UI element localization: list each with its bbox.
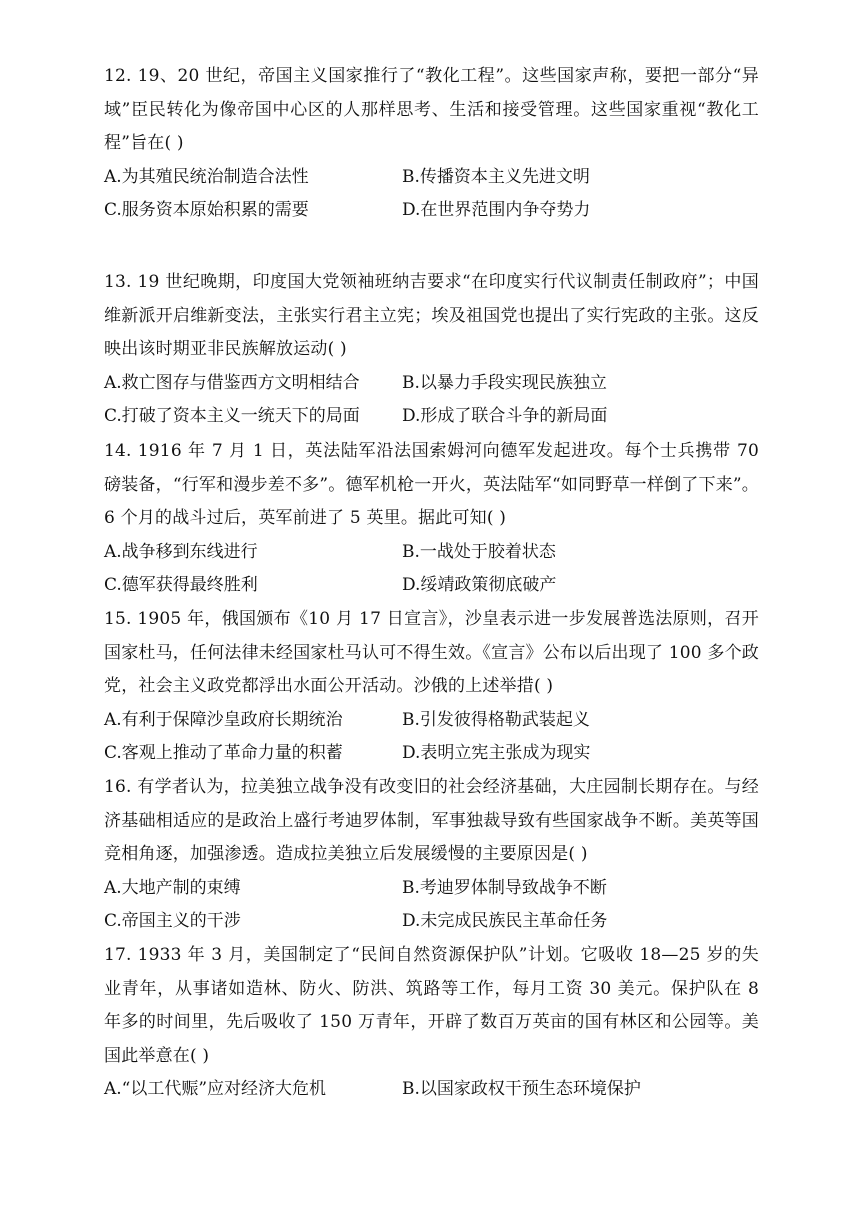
- question-stem: 14. 1916 年 7 月 1 日，英法陆军沿法国索姆河向德军发起进攻。每个士兵携带 70 磅装备，“行军和漫步差不多”。德军机枪一开火，英法陆军“如同野草一样倒了下来”。6 个月的战斗过后，英军前进了 5 英里。据此可知( ): [104, 441, 759, 529]
- question-stem: 16. 有学者认为，拉美独立战争没有改变旧的社会经济基础，大庄园制长期存在。与经济基础相适应的是政治上盛行考迪罗体制，军事独裁导致有些国家战争不断。美英等国竞相角逐，加强渗透。造成拉美独立后发展缓慢的主要原因是( ): [104, 777, 759, 865]
- options-group: [104, 704, 759, 771]
- option-a[interactable]: A.“以工代赈”应对经济大危机: [104, 1079, 327, 1100]
- question-stem: 13. 19 世纪晚期，印度国大党领袖班纳吉要求“在印度实行代议制责任制政府”；中国维新派开启维新变法，主张实行君主立宪；埃及祖国党也提出了实行宪政的主张。这反映出该时期亚非民族解放运动( ): [104, 272, 759, 360]
- option-b[interactable]: B.引发彼得格勒武装起义: [402, 709, 590, 730]
- option-b[interactable]: B.以国家政权干预生态环境保护: [402, 1079, 641, 1100]
- question-stem: 15. 1905 年，俄国颁布《10 月 17 日宣言》，沙皇表示进一步发展普选法原则，召开国家杜马，任何法律未经国家杜马认可不得生效。《宣言》公布以后出现了 100 多个政党，社会主义政党都浮出水面公开活动。沙俄的上述举措( ): [104, 609, 759, 697]
- option-d[interactable]: D.在世界范围内争夺势力: [402, 200, 591, 221]
- option-b[interactable]: B.传播资本主义先进文明: [402, 166, 590, 187]
- options-group: [104, 1073, 759, 1107]
- options-group: [104, 536, 759, 603]
- options-group: [104, 367, 759, 434]
- option-d[interactable]: D.表明立宪主张成为现实: [402, 743, 591, 764]
- option-d[interactable]: D.未完成民族民主革命任务: [402, 911, 608, 932]
- question-16: [104, 771, 759, 939]
- question-17: [104, 939, 759, 1107]
- option-d[interactable]: D.形成了联合斗争的新局面: [402, 406, 608, 427]
- option-c[interactable]: C.服务资本原始积累的需要: [104, 200, 309, 221]
- option-b[interactable]: B.考迪罗体制导致战争不断: [402, 877, 607, 898]
- option-c[interactable]: C.德军获得最终胜利: [104, 575, 258, 596]
- option-a[interactable]: A.有利于保障沙皇政府长期统治: [104, 709, 343, 730]
- option-a[interactable]: A.战争移到东线进行: [104, 541, 258, 562]
- question-stem: 12. 19、20 世纪，帝国主义国家推行了“教化工程”。这些国家声称，要把一部分“异域”臣民转化为像帝国中心区的人那样思考、生活和接受管理。这些国家重视“教化工程”旨在( ): [104, 66, 759, 154]
- question-15: [104, 603, 759, 771]
- question-stem: 17. 1933 年 3 月，美国制定了“民间自然资源保护队”计划。它吸收 18—25 岁的失业青年，从事诸如造林、防火、防洪、筑路等工作，每月工资 30 美元。保护队在 8 年多的时间里，先后吸收了 150 万青年，开辟了数百万英亩的国有林区和公园等。美国此举意在( ): [104, 945, 759, 1066]
- option-c[interactable]: C.打破了资本主义一统天下的局面: [104, 406, 360, 427]
- option-c[interactable]: C.客观上推动了革命力量的积蓄: [104, 743, 343, 764]
- question-14: [104, 435, 759, 603]
- option-b[interactable]: B.一战处于胶着状态: [402, 541, 556, 562]
- question-12: [104, 60, 759, 228]
- option-a[interactable]: A.为其殖民统治制造合法性: [104, 166, 309, 187]
- option-b[interactable]: B.以暴力手段实现民族独立: [402, 372, 607, 393]
- options-group: [104, 872, 759, 939]
- option-a[interactable]: A.救亡图存与借鉴西方文明相结合: [104, 372, 360, 393]
- option-c[interactable]: C.帝国主义的干涉: [104, 911, 241, 932]
- option-a[interactable]: A.大地产制的束缚: [104, 877, 241, 898]
- option-d[interactable]: D.绥靖政策彻底破产: [402, 575, 557, 596]
- options-group: [104, 161, 759, 228]
- question-13: [104, 266, 759, 434]
